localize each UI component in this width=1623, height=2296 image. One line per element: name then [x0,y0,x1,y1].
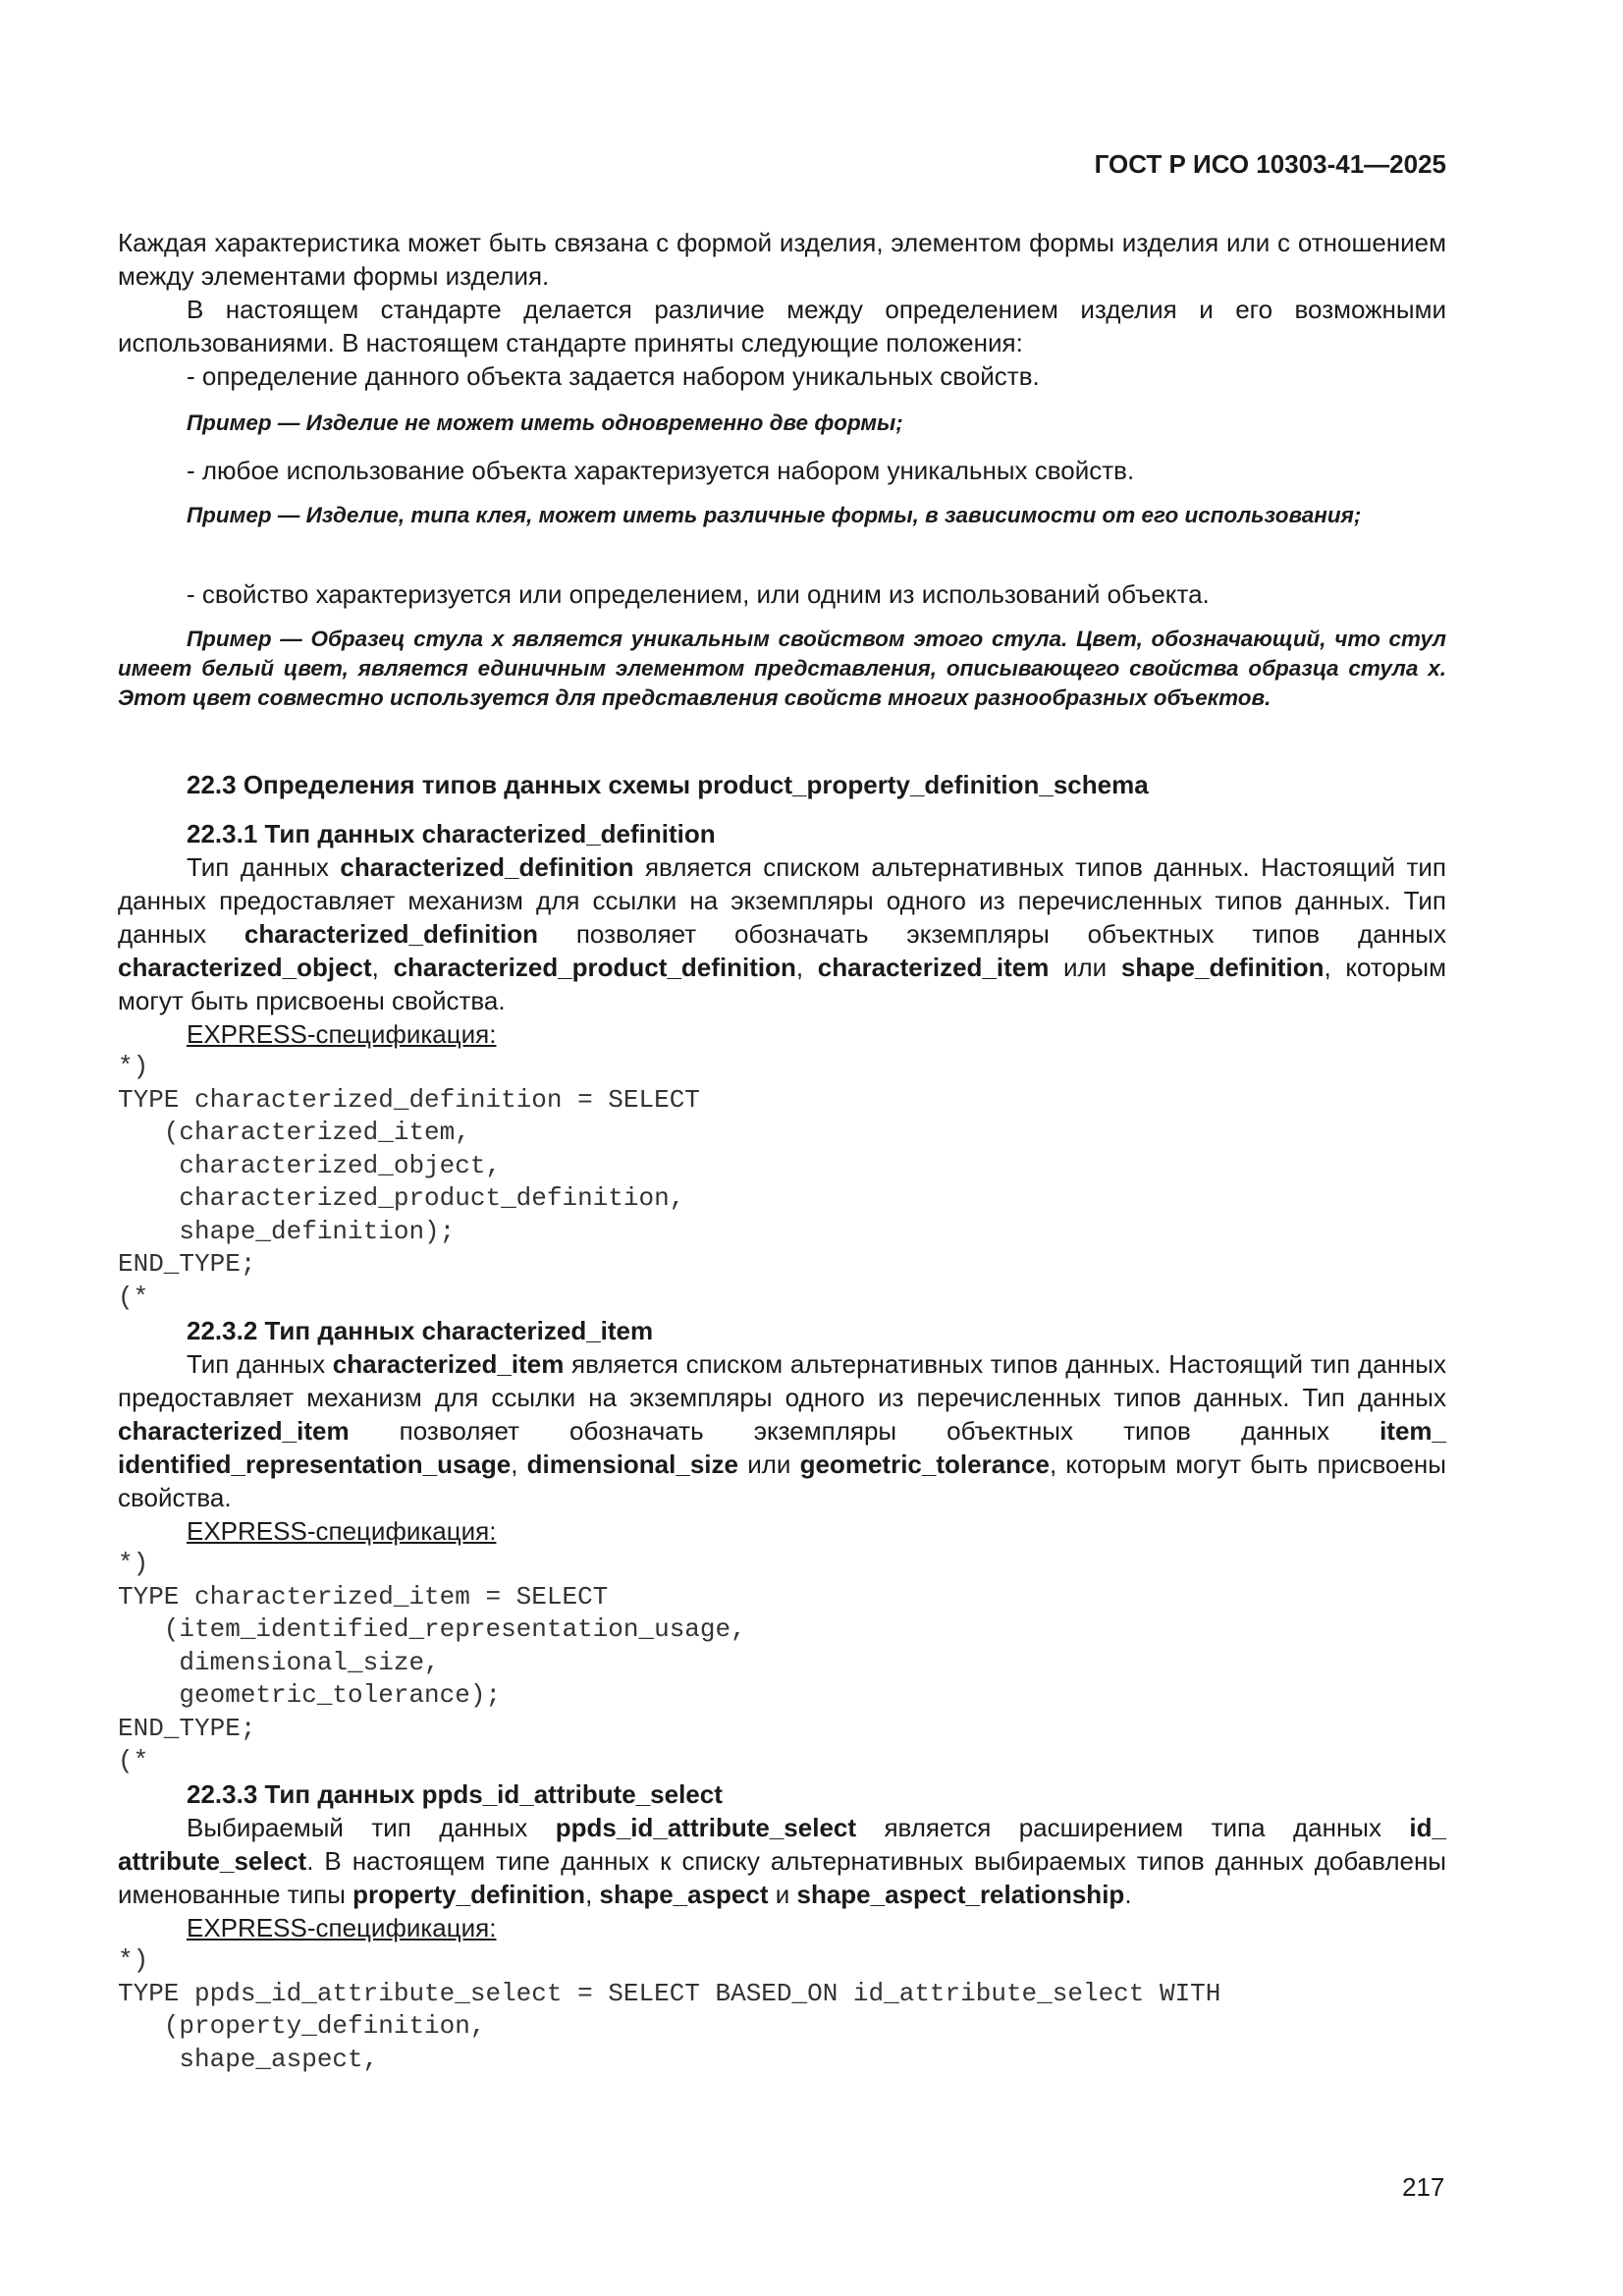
express-code: *) TYPE ppds_id_attribute_select = SELECT BASED_ON id_attribute_select WITH (property_definition, shape_aspect, [118,1945,1221,2074]
express-code: *) TYPE characterized_item = SELECT (item_identified_representation_usage, dimensional_size, geometric_tolerance); END_TYPE; (* [118,1549,746,1776]
text: и [768,1880,797,1909]
page-number: 217 [1402,2172,1445,2202]
example-2: Пример — Изделие, типа клея, может иметь различные формы, в зависимости от его использования; [187,503,1362,527]
subsection-22-3-3 [118,1777,1446,2076]
intro-list-item-2: - любое использование объекта характеризуется набором уникальных свойств. [187,456,1135,485]
type-name: item_ identified_representation_usage [118,1416,1446,1479]
subsection-paragraph [118,1347,1446,1514]
subsection-heading: 22.3.1 Тип данных characterized_definition [187,819,716,848]
text: или [1049,953,1121,982]
text: является списком альтернативных типов данных. Настоящий тип данных предоставляет механизм для ссылки на экземпляры одного из перечисленных типов данных. Тип данных [118,1349,1446,1412]
type-name: characterized_item [817,953,1050,982]
intro-list-item-1: - определение данного объекта задается набором уникальных свойств. [187,361,1040,391]
text: , которым могут быть присвоены свойства. [118,1449,1446,1512]
type-name: geometric_tolerance [799,1449,1050,1479]
text: , которым могут быть присвоены свойства. [118,953,1446,1015]
subsection-paragraph [118,1811,1446,1911]
text: , [371,953,394,982]
type-name: characterized_item [332,1349,565,1379]
intro-paragraph-1: Каждая характеристика может быть связана с формой изделия, элементом формы изделия или с отношением между элементами формы изделия. [118,228,1446,291]
text: или [737,1449,800,1479]
document-header: ГОСТ Р ИСО 10303-41—2025 [1094,149,1446,179]
type-name: shape_aspect [599,1880,769,1909]
text: , [585,1880,600,1909]
intro-list-item-3-wrap [118,577,1446,611]
text: , [795,953,818,982]
type-name: shape_aspect_relationship [796,1880,1125,1909]
text: Выбираемый тип данных [187,1813,556,1842]
text: позволяет обозначать экземпляры объектных типов данных [537,919,1446,949]
type-name: property_definition [352,1880,586,1909]
text: является списком альтернативных типов данных. Настоящий тип данных предоставляет механизм для ссылки на экземпляры одного из перечисленных типов данных. Тип данных [118,852,1447,949]
subsection-22-3-1 [118,817,1446,1314]
text: , [511,1449,527,1479]
example-3: Пример — Образец стула x является уникальным свойством этого стула. Цвет, обозначающий, что стул имеет белый цвет, является единичным элементом представления, описывающего свойства образца стула x. Этот цвет совместно используется для представления свойств многих разнообразных объектов. [118,627,1446,710]
text: Тип данных [187,1349,333,1379]
text: . В настоящем типе данных к списку альтернативных выбираемых типов данных добавлены именованные типы [118,1846,1446,1909]
text: Тип данных [187,852,341,882]
express-label: EXPRESS-спецификация: [187,1019,497,1049]
subsection-heading: 22.3.3 Тип данных ppds_id_attribute_select [187,1779,723,1809]
intro-block [118,226,1446,393]
subsection-heading: 22.3.2 Тип данных characterized_item [187,1316,654,1345]
express-code: *) TYPE characterized_definition = SELECT (characterized_item, characterized_object, characterized_product_definition, shape_definition); END_TYPE; (* [118,1052,700,1312]
type-name: characterized_definition [243,919,538,949]
type-name: ppds_id_attribute_select [555,1813,857,1842]
subsection-22-3-2 [118,1314,1446,1778]
type-name: characterized_object [118,953,372,982]
type-name: characterized_product_definition [393,953,796,982]
text: является расширением типа данных [856,1813,1410,1842]
type-name: characterized_item [118,1416,350,1446]
type-name: shape_definition [1120,953,1325,982]
text: . [1124,1880,1132,1909]
type-name: characterized_definition [340,852,634,882]
text: позволяет обозначать экземпляры объектных типов данных [349,1416,1380,1446]
express-label: EXPRESS-спецификация: [187,1913,497,1942]
intro-list-item-3: - свойство характеризуется или определением, или одним из использований объекта. [187,579,1210,609]
intro-list-item-2-wrap [118,454,1446,487]
subsection-paragraph [118,850,1446,1017]
example-1: Пример — Изделие не может иметь одновременно две формы; [187,410,903,435]
type-name: dimensional_size [526,1449,738,1479]
type-name: id_ attribute_select [118,1813,1446,1876]
section-heading: 22.3 Определения типов данных схемы product_property_definition_schema [187,770,1149,799]
intro-paragraph-2: В настоящем стандарте делается различие между определением изделия и его возможными использованиями. В настоящем стандарте приняты следующие положения: [118,295,1446,357]
express-label: EXPRESS-спецификация: [187,1516,497,1546]
